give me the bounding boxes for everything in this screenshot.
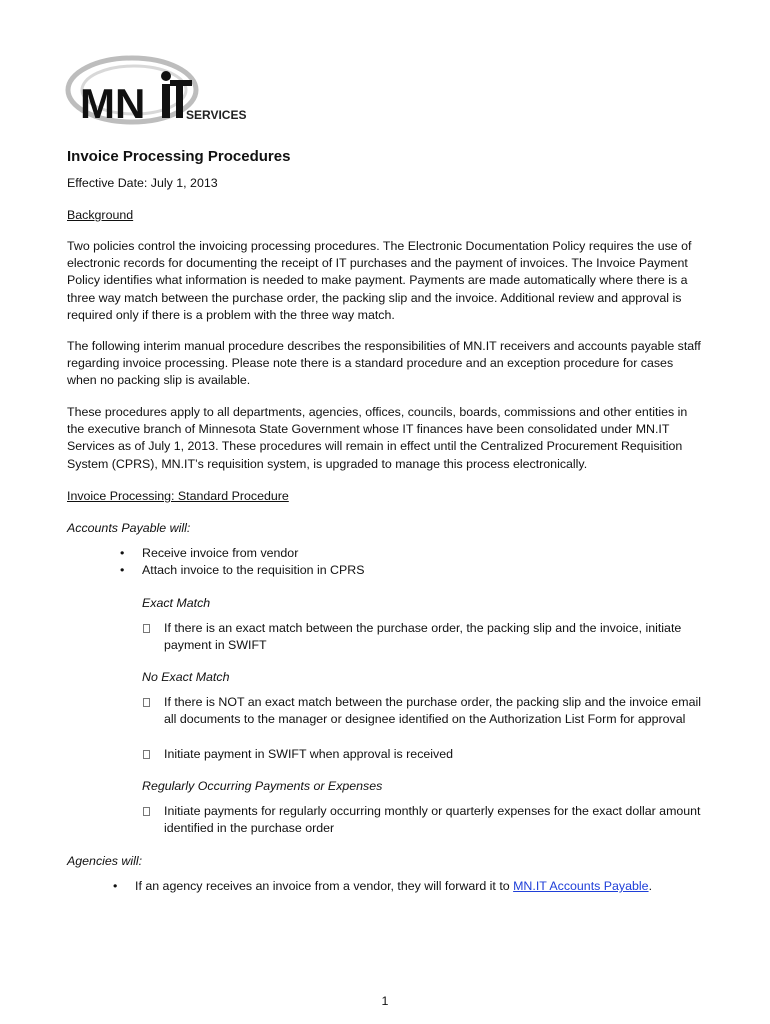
accounts-payable-link[interactable]: MN.IT Accounts Payable <box>513 879 649 893</box>
list-item-text: Receive invoice from vendor <box>142 546 299 560</box>
list-item <box>164 803 704 837</box>
mnit-services-logo <box>62 52 252 130</box>
agencies-text-end: . <box>648 879 653 893</box>
background-paragraph-2: The following interim manual procedure describes the responsibilities of MN.IT receivers and accounts payable staff regarding invoice processing. Please note there is a standard procedure and an exception procedure for cases when no packing slip is available. <box>67 339 701 388</box>
no-exact-match-heading: No Exact Match <box>142 670 230 684</box>
list-item <box>120 545 299 562</box>
effective-date: Effective Date: July 1, 2013 <box>67 176 218 190</box>
box-bullet-icon <box>143 807 150 816</box>
list-item-text: Attach invoice to the requisition in CPRS <box>142 563 365 577</box>
background-heading: Background <box>67 208 134 222</box>
list-item-text: Initiate payments for regularly occurring monthly or quarterly expenses for the exact dollar amount identified in the purchase order <box>164 804 701 836</box>
bullet-icon: • <box>120 546 125 560</box>
standard-procedure-heading: Invoice Processing: Standard Procedure <box>67 489 289 503</box>
logo-services-text: SERVICES <box>186 108 247 122</box>
logo-mn-text: MN <box>80 80 146 127</box>
list-item-text: If there is an exact match between the purchase order, the packing slip and the invoice, initiate payment in SWIFT <box>164 621 682 653</box>
box-bullet-icon <box>143 750 150 759</box>
list-item <box>164 694 704 728</box>
background-paragraph-1: Two policies control the invoicing processing procedures. The Electronic Documentation Policy requires the use of electronic records for documenting the receipt of IT purchases and the payment of invoices. The Invoice Payment Policy identifies what information is needed to make payment. Payments are made automatically where there is a three way match between the purchase order, the packing slip and the invoice. Additional review and approval is required only if there is a problem with the three way match. <box>67 239 692 322</box>
background-paragraph-3: These procedures apply to all departments, agencies, offices, councils, boards, commissions and other entities in the executive branch of Minnesota State Government whose IT finances have been consolidated under MN.IT Services as of July 1, 2013. These procedures will remain in effect until the Centralized Procurement Requisition System (CPRS), MN.IT’s requisition system, is upgraded to manage this process electronically. <box>67 405 688 471</box>
box-bullet-icon <box>143 698 150 707</box>
bullet-icon: • <box>120 563 125 577</box>
box-bullet-icon <box>143 624 150 633</box>
regular-payments-heading: Regularly Occurring Payments or Expenses <box>142 779 383 793</box>
bullet-icon: • <box>113 879 118 893</box>
exact-match-heading: Exact Match <box>142 596 211 610</box>
list-item <box>164 620 704 654</box>
accounts-payable-heading: Accounts Payable will: <box>67 521 191 535</box>
list-item <box>113 878 705 895</box>
page-number: 1 <box>381 994 389 1008</box>
list-item <box>164 746 704 763</box>
agencies-text: If an agency receives an invoice from a vendor, they will forward it to <box>135 879 514 893</box>
agencies-heading: Agencies will: <box>67 854 143 868</box>
list-item-text: Initiate payment in SWIFT when approval is received <box>164 747 454 761</box>
page-title: Invoice Processing Procedures <box>67 148 291 165</box>
list-item-text: If there is NOT an exact match between the purchase order, the packing slip and the invoice email all documents to the manager or designee identified on the Authorization List Form for approval <box>164 695 701 727</box>
list-item <box>120 562 365 579</box>
